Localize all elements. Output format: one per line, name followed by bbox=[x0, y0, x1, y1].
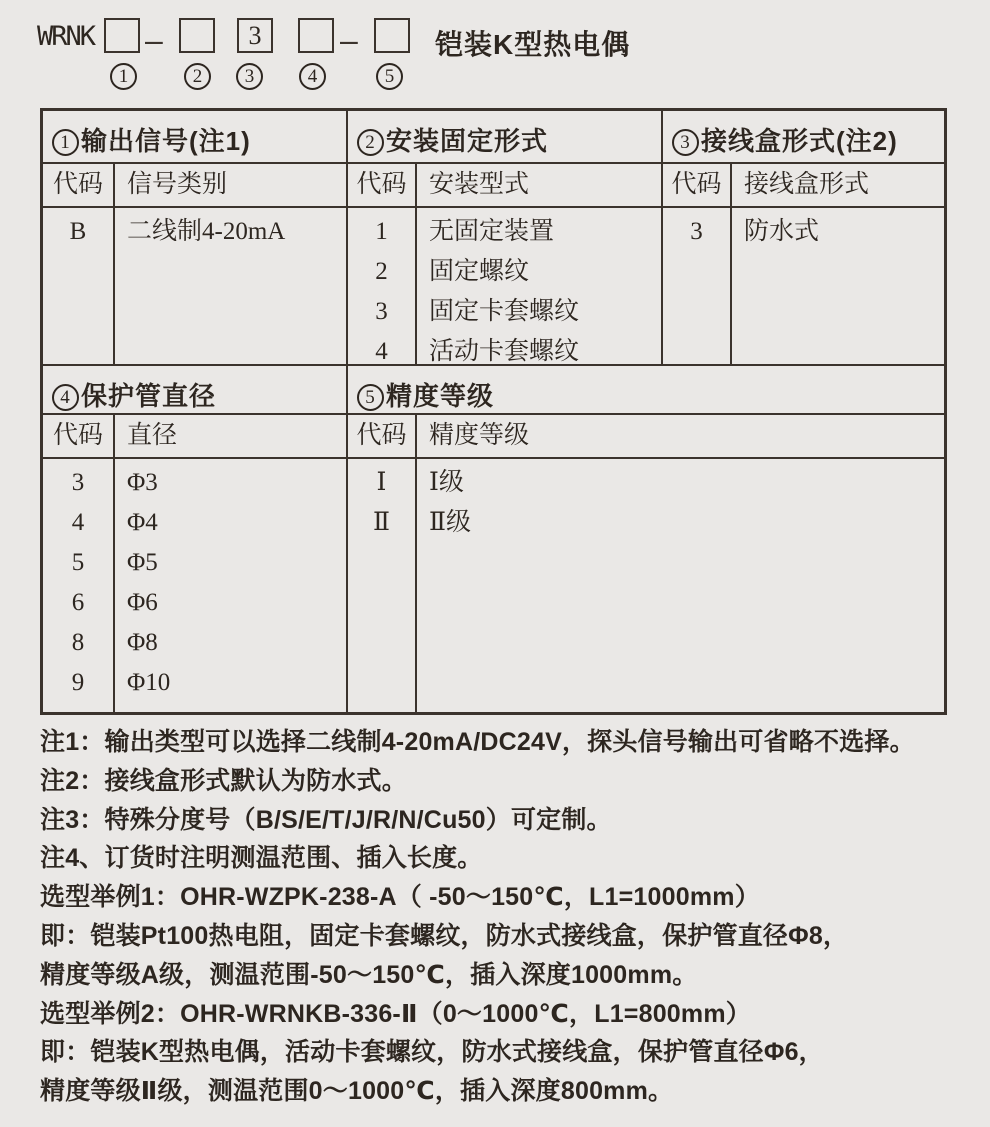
col-header-accuracy-grade: 精度等级 bbox=[429, 422, 530, 449]
junction-box-type-value: 防水式 bbox=[744, 218, 820, 245]
section-header-label: 接线盒形式(注2) bbox=[701, 126, 898, 156]
code-value: 4 bbox=[375, 338, 388, 364]
code-value: 1 bbox=[375, 218, 388, 245]
model-code-box-5 bbox=[374, 18, 410, 53]
badge-2-icon: 2 bbox=[357, 129, 384, 156]
diameter-value: Φ10 bbox=[127, 669, 171, 696]
section-header-label: 安装固定形式 bbox=[386, 126, 549, 156]
note-line-3: 注3：特殊分度号（B/S/E/T/J/R/N/Cu50）可定制。 bbox=[40, 805, 612, 834]
code-value: Ⅱ bbox=[373, 509, 390, 536]
mounting-codes bbox=[348, 208, 417, 364]
code-value: 5 bbox=[71, 549, 85, 576]
col-header-code: 代码 bbox=[348, 415, 417, 457]
model-code-box-3: 3 bbox=[237, 18, 273, 53]
model-code-box-1 bbox=[104, 18, 140, 53]
junction-box-codes bbox=[663, 208, 732, 364]
note-line-1: 注1：输出类型可以选择二线制4-20mA/DC24V，探头信号输出可省略不选择。 bbox=[40, 728, 915, 756]
model-code-area bbox=[0, 0, 990, 100]
section-header-row-top bbox=[43, 111, 944, 164]
section-header-label: 输出信号(注1) bbox=[81, 126, 251, 156]
accuracy-grade-value: Ⅱ级 bbox=[429, 509, 471, 536]
code-value: 3 bbox=[690, 218, 703, 245]
example-1-line: 选型举例1：OHR-WZPK-238-A（ -50～150℃，L1=1000mm） bbox=[40, 883, 760, 912]
example-2-detail-1: 即：铠装K型热电偶，活动卡套螺纹，防水式接线盒，保护管直径Φ6， bbox=[40, 1038, 824, 1067]
col-header-mounting-type: 安装型式 bbox=[417, 164, 663, 206]
column-header-row-top bbox=[43, 164, 944, 208]
mounting-type-value: 无固定装置 bbox=[429, 218, 555, 245]
position-indicator-3: 3 bbox=[236, 63, 263, 90]
code-value: 9 bbox=[71, 669, 85, 696]
accuracy-grade-value: Ⅰ级 bbox=[429, 469, 464, 496]
section-header-sheath-diameter bbox=[43, 366, 348, 413]
accuracy-codes bbox=[348, 459, 417, 712]
col-header-code: 代码 bbox=[43, 415, 115, 457]
section-header-mounting bbox=[348, 111, 663, 162]
note-line-2: 注2：接线盒形式默认为防水式。 bbox=[40, 766, 407, 795]
diameter-codes bbox=[43, 459, 115, 712]
diameter-value: Φ5 bbox=[127, 549, 158, 576]
badge-5-icon: 5 bbox=[357, 384, 384, 411]
col-header-signal-type: 信号类别 bbox=[115, 164, 348, 206]
diameter-labels bbox=[115, 459, 348, 712]
model-code-box-4 bbox=[298, 18, 334, 53]
diameter-value: Φ3 bbox=[127, 469, 158, 496]
output-signal-labels bbox=[115, 208, 348, 364]
accuracy-labels bbox=[417, 459, 944, 712]
col-header-code: 代码 bbox=[663, 164, 732, 206]
section-header-junction-box bbox=[663, 111, 944, 162]
section-header-row-bottom bbox=[43, 366, 944, 415]
mounting-type-value: 固定螺纹 bbox=[429, 258, 530, 285]
section-header-output-signal bbox=[43, 111, 348, 162]
notes-section bbox=[40, 723, 970, 1111]
model-code-box-2 bbox=[179, 18, 215, 53]
signal-type-value: 二线制4-20mA bbox=[127, 218, 286, 245]
badge-4-icon: 4 bbox=[52, 384, 79, 411]
mounting-type-value: 固定卡套螺纹 bbox=[429, 298, 580, 325]
model-prefix: WRNK bbox=[37, 21, 95, 52]
badge-1-icon: 1 bbox=[52, 129, 79, 156]
col-header-code: 代码 bbox=[348, 164, 417, 206]
code-value: 4 bbox=[71, 509, 85, 536]
diameter-value: Φ6 bbox=[127, 589, 158, 616]
note-line-4: 注4、订货时注明测温范围、插入长度。 bbox=[40, 844, 483, 873]
column-header-row-bottom bbox=[43, 415, 944, 459]
position-indicator-1: 1 bbox=[110, 63, 137, 90]
section-header-accuracy bbox=[348, 366, 944, 413]
example-2-line: 选型举例2：OHR-WRNKB-336-Ⅱ（0～1000℃，L1=800mm） bbox=[40, 999, 751, 1028]
col-header-junction-box-type: 接线盒形式 bbox=[744, 171, 870, 198]
mounting-labels bbox=[417, 208, 663, 364]
junction-box-labels bbox=[732, 208, 944, 364]
code-value: 6 bbox=[71, 589, 85, 616]
selection-table bbox=[40, 108, 947, 715]
mounting-type-value: 活动卡套螺纹 bbox=[429, 338, 580, 364]
table-body-row-bottom bbox=[43, 459, 944, 712]
example-1-detail-2: 精度等级A级，测温范围-50～150℃，插入深度1000mm。 bbox=[40, 960, 698, 989]
model-code-dash-2: – bbox=[340, 22, 358, 58]
product-title: 铠装K型热电偶 bbox=[435, 29, 631, 60]
example-2-detail-2: 精度等级Ⅱ级，测温范围0～1000℃，插入深度800mm。 bbox=[40, 1077, 674, 1106]
code-value: 3 bbox=[71, 469, 85, 496]
diameter-value: Φ4 bbox=[127, 509, 158, 536]
position-indicator-4: 4 bbox=[299, 63, 326, 90]
example-1-detail-1: 即：铠装Pt100热电阻，固定卡套螺纹，防水式接线盒，保护管直径Φ8， bbox=[40, 921, 849, 950]
output-signal-codes bbox=[43, 208, 115, 364]
code-value: B bbox=[69, 218, 87, 245]
diameter-value: Φ8 bbox=[127, 629, 158, 656]
position-indicator-2: 2 bbox=[184, 63, 211, 90]
section-header-label: 精度等级 bbox=[386, 381, 495, 411]
position-indicator-5: 5 bbox=[376, 63, 403, 90]
code-value: 3 bbox=[375, 298, 388, 325]
model-code-dash-1: – bbox=[145, 22, 163, 58]
badge-3-icon: 3 bbox=[672, 129, 699, 156]
code-value: 2 bbox=[375, 258, 388, 285]
col-header-code: 代码 bbox=[43, 164, 115, 206]
code-value: Ⅰ bbox=[376, 469, 387, 496]
table-body-row-top bbox=[43, 208, 944, 366]
code-value: 8 bbox=[71, 629, 85, 656]
section-header-label: 保护管直径 bbox=[81, 381, 217, 411]
col-header-diameter: 直径 bbox=[115, 415, 348, 457]
